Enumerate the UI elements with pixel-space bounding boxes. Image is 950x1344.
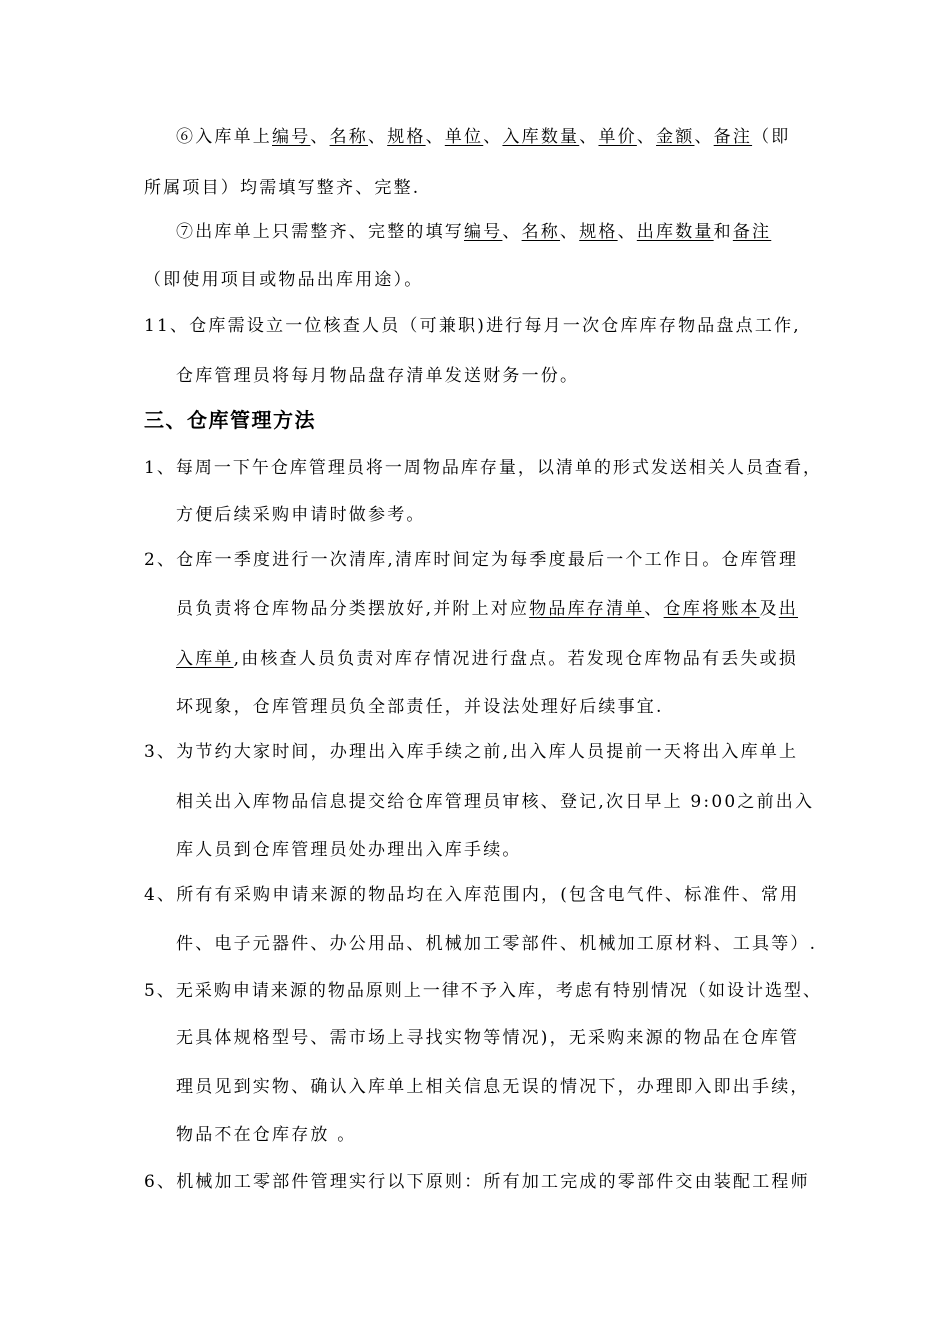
point2-text: 员负责将仓库物品分类摆放好,并附上对应 xyxy=(176,599,530,619)
ledger-book-underlined: 仓库将账本 xyxy=(663,599,760,619)
point1-line1: 1、每周一下午仓库管理员将一周物品库存量，以清单的形式发送相关人员查看， xyxy=(144,458,823,478)
item7-line1 xyxy=(176,220,771,244)
item6-text: ⑥入库单上 xyxy=(176,127,272,147)
point3-line3: 库人员到仓库管理员处办理出入库手续。 xyxy=(176,840,522,860)
separator: 、 xyxy=(579,127,599,147)
item6-line1 xyxy=(176,125,790,149)
point2-line3 xyxy=(176,647,798,671)
separator: 、 xyxy=(310,127,330,147)
point4-line1: 4、所有有采购申请来源的物品均在入库范围内，(包含电气件、标准件、常用 xyxy=(144,885,800,905)
in-out-slip-underlined-start: 出 xyxy=(778,599,799,619)
separator: 、 xyxy=(694,127,714,147)
separator: 、 xyxy=(636,127,657,147)
separator: 、 xyxy=(425,127,445,147)
field-amount-underlined: 金额 xyxy=(656,127,695,147)
separator: 及 xyxy=(759,599,779,619)
field-name-underlined: 名称 xyxy=(521,222,561,242)
point5-line2: 无具体规格型号、需市场上寻找实物等情况)，无采购来源的物品在仓库管 xyxy=(176,1028,800,1048)
point3-line1: 3、为节约大家时间，办理出入库手续之前,出入库人员提前一天将出入库单上 xyxy=(144,742,799,762)
item7-text: ⑦出库单上只需整齐、完整的填写 xyxy=(176,222,464,242)
inventory-list-underlined: 物品库存清单 xyxy=(529,599,645,619)
item11-line2: 仓库管理员将每月物品盘存清单发送财务一份。 xyxy=(176,366,580,386)
field-number-underlined: 编号 xyxy=(272,127,311,147)
point2-line2 xyxy=(176,597,798,621)
section-heading: 三、仓库管理方法 xyxy=(144,408,316,432)
field-spec-underlined: 规格 xyxy=(579,222,618,242)
point2-line1: 2、仓库一季度进行一次清库,清库时间定为每季度最后一个工作日。仓库管理 xyxy=(144,550,799,570)
field-price-underlined: 单价 xyxy=(598,127,637,147)
field-remark-underlined: 备注 xyxy=(732,222,772,242)
separator: 、 xyxy=(617,222,637,242)
point2-text-cont: ,由核查人员负责对库存情况进行盘点。若发现仓库物品有丢失或损 xyxy=(233,649,799,669)
separator: 、 xyxy=(368,127,388,147)
item6-line2: 所属项目）均需填写整齐、完整. xyxy=(144,178,421,198)
point5-line4: 物品不在仓库存放 。 xyxy=(176,1125,357,1145)
field-spec-underlined: 规格 xyxy=(387,127,426,147)
field-number-underlined: 编号 xyxy=(464,222,503,242)
item11-line1: 11、仓库需设立一位核查人员（可兼职)进行每月一次仓库库存物品盘点工作, xyxy=(144,316,801,336)
point6-line1: 6、机械加工零部件管理实行以下原则：所有加工完成的零部件交由装配工程师 xyxy=(144,1172,810,1192)
point5-line1: 5、无采购申请来源的物品原则上一律不予入库，考虑有特别情况（如设计选型、 xyxy=(144,981,823,1001)
point5-line3: 理员见到实物、确认入库单上相关信息无误的情况下，办理即入即出手续， xyxy=(176,1077,810,1097)
point1-line2: 方便后续采购申请时做参考。 xyxy=(176,505,426,525)
separator: 、 xyxy=(560,222,580,242)
field-in-quantity-underlined: 入库数量 xyxy=(502,127,580,147)
separator: 、 xyxy=(644,599,664,619)
separator: 、 xyxy=(483,127,503,147)
point3-line2: 相关出入库物品信息提交给仓库管理员审核、登记,次日早上 9:00之前出入 xyxy=(176,792,815,812)
point2-line4: 坏现象，仓库管理员负全部责任，并设法处理好后续事宜. xyxy=(176,697,664,717)
point4-line2: 件、电子元器件、办公用品、机械加工零部件、机械加工原材料、工具等）. xyxy=(176,934,818,954)
field-out-quantity-underlined: 出库数量 xyxy=(636,222,714,242)
field-name-underlined: 名称 xyxy=(329,127,369,147)
separator: 、 xyxy=(502,222,522,242)
field-remark-underlined: 备注 xyxy=(713,127,753,147)
in-out-slip-underlined-end: 入库单 xyxy=(176,649,234,669)
item7-line2: （即使用项目或物品出库用途）。 xyxy=(144,270,424,290)
item6-text-end: （即 xyxy=(752,127,791,147)
separator: 和 xyxy=(713,222,733,242)
field-unit-underlined: 单位 xyxy=(444,127,484,147)
